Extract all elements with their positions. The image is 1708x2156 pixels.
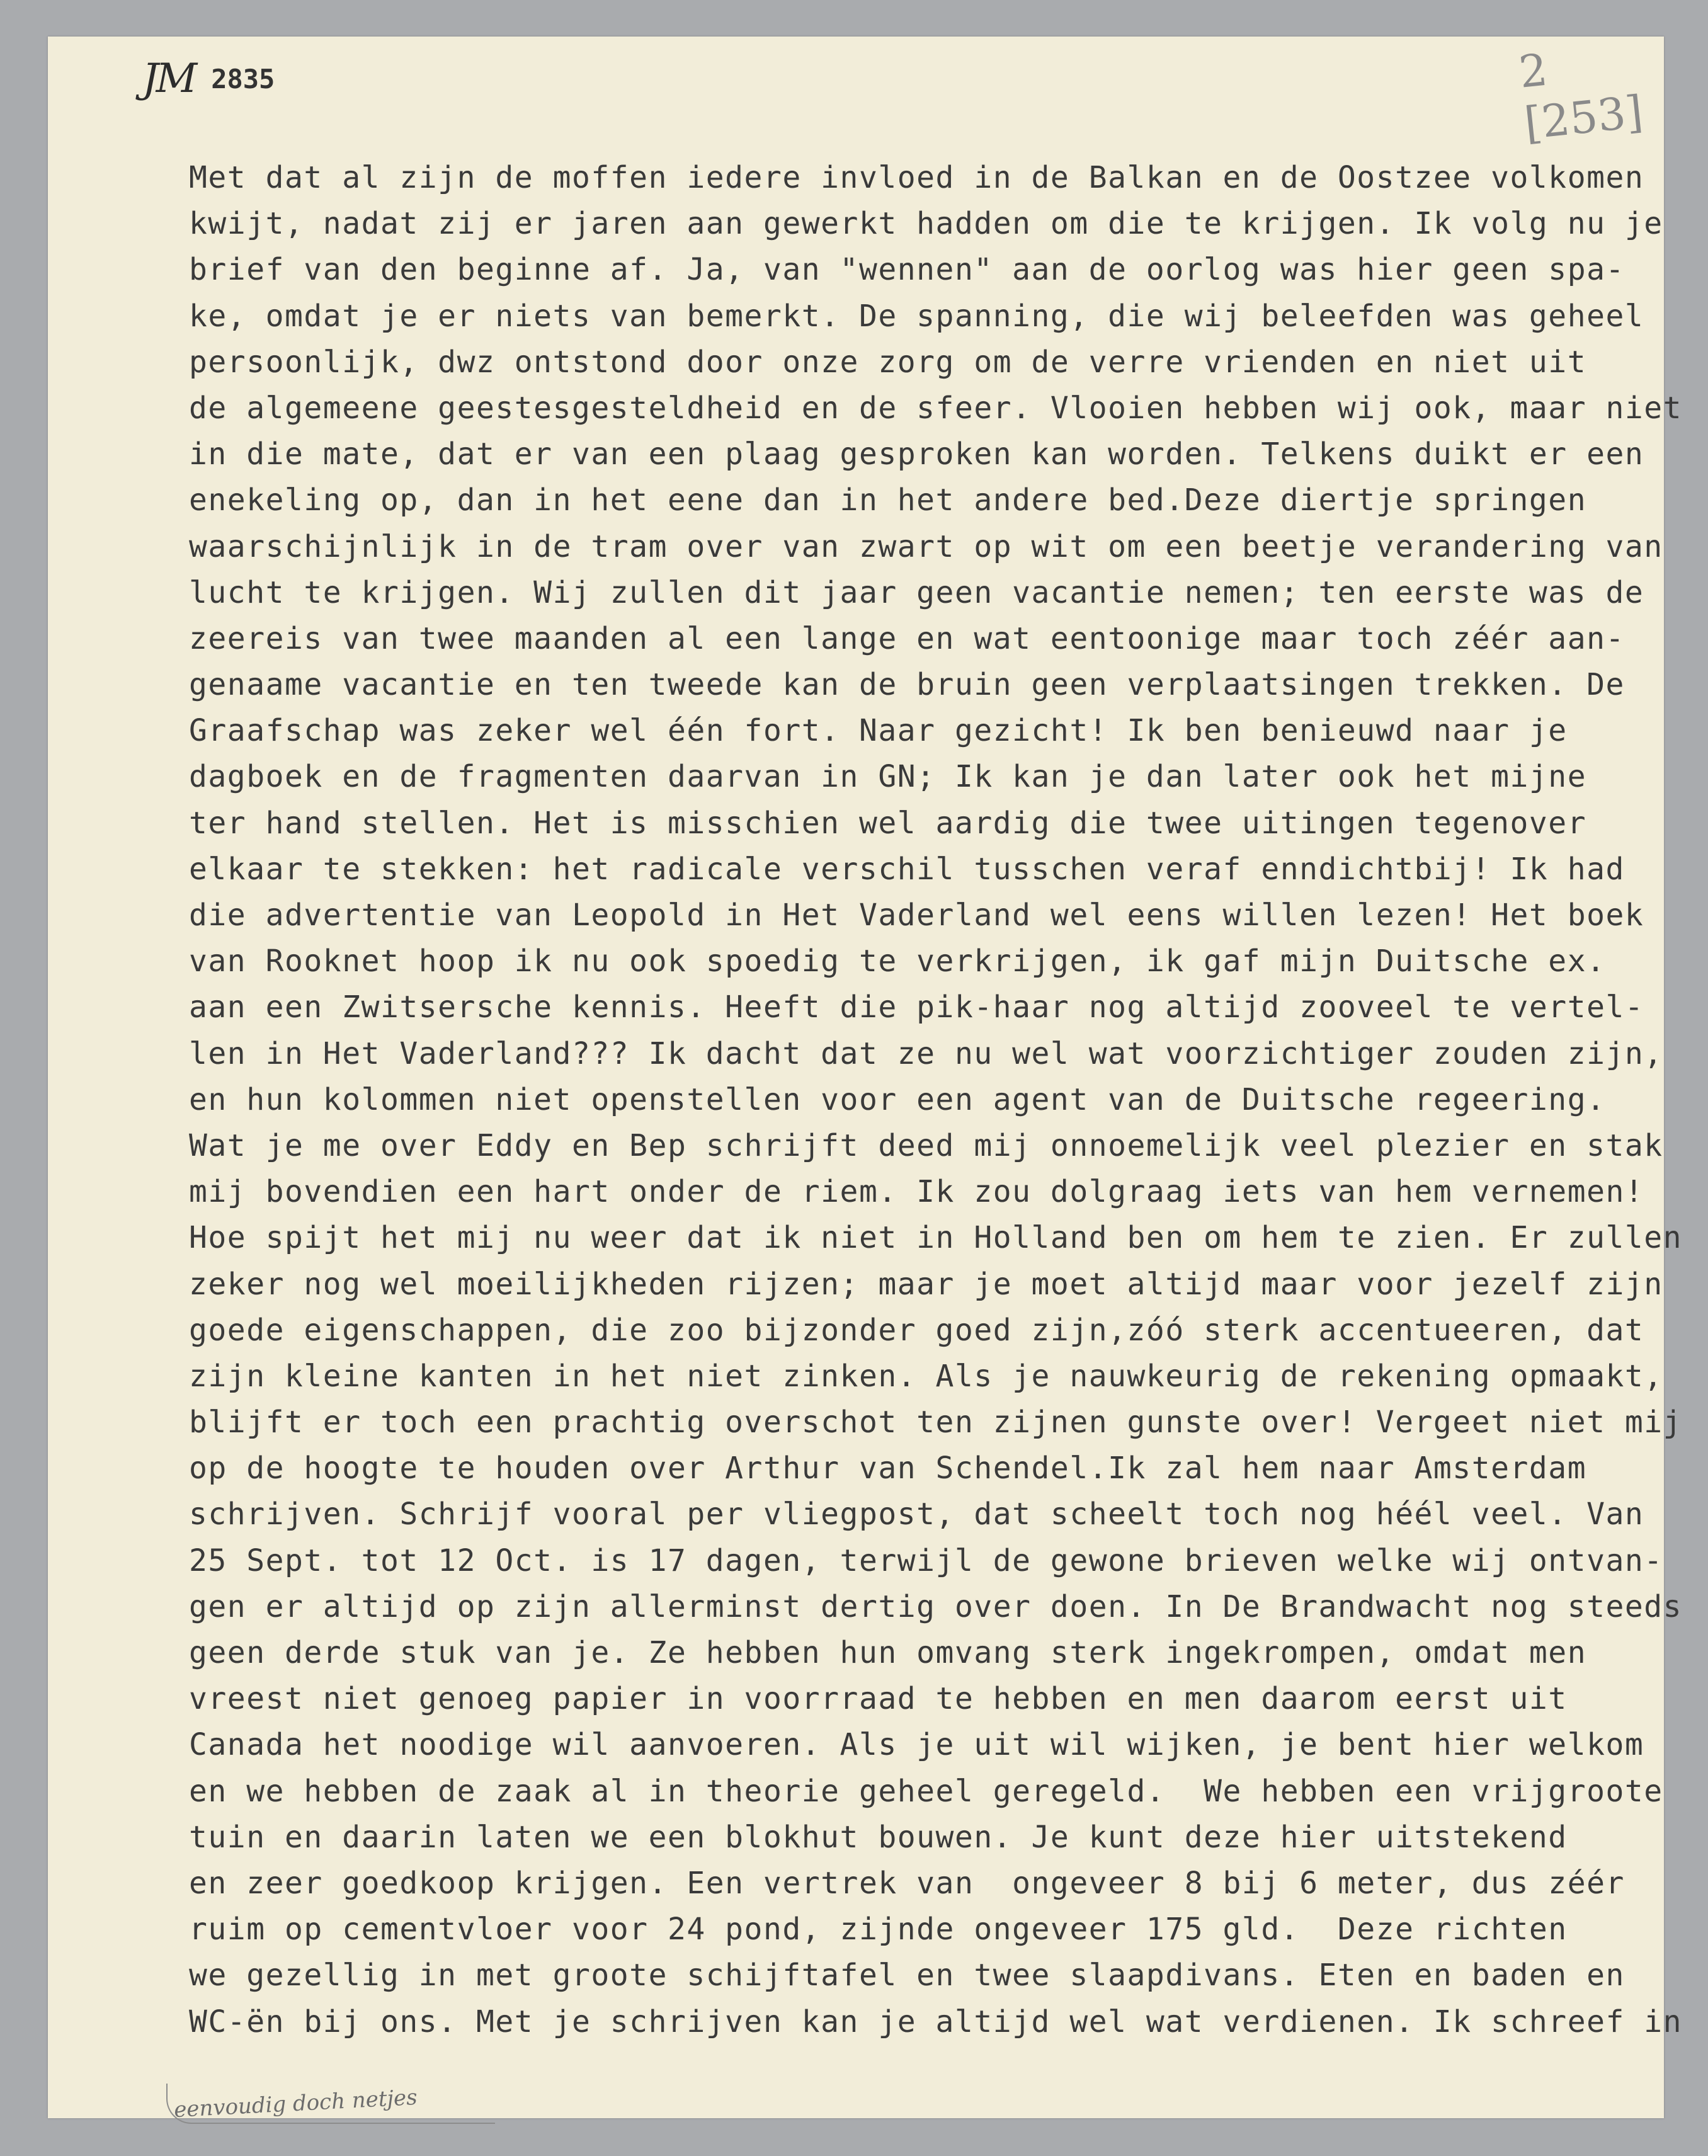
letter-line: zijn kleine kanten in het niet zinken. Als je nauwkeurig de rekening opmaakt, bbox=[189, 1358, 1663, 1394]
letter-line: geen derde stuk van je. Ze hebben hun omvang sterk ingekrompen, omdat men bbox=[189, 1635, 1587, 1670]
letter-line: Hoe spijt het mij nu weer dat ik niet in Holland ben om hem te zien. Er zullen bbox=[189, 1220, 1683, 1256]
letter-line: op de hoogte te houden over Arthur van Schendel.Ik zal hem naar Amsterdam bbox=[189, 1451, 1587, 1486]
letter-line: lucht te krijgen. Wij zullen dit jaar geen vacantie nemen; ten eerste was de bbox=[189, 574, 1644, 610]
letter-line: we gezellig in met groote schijftafel en twee slaapdivans. Eten en baden en bbox=[189, 1958, 1625, 1993]
letter-line: ke, omdat je er niets van bemerkt. De spanning, die wij beleefden was geheel bbox=[189, 298, 1644, 334]
letter-line: de algemeene geestesgesteldheid en de sfeer. Vlooien hebben wij ook, maar niet bbox=[189, 390, 1683, 426]
letter-line: Met dat al zijn de moffen iedere invloed in de Balkan en de Oostzee volkomen bbox=[189, 160, 1644, 195]
letter-line: schrijven. Schrijf vooral per vliegpost, dat scheelt toch nog héél veel. Van bbox=[189, 1497, 1644, 1532]
letter-line: zeker nog wel moeilijkheden rijzen; maar je moet altijd maar voor jezelf zijn bbox=[189, 1266, 1663, 1302]
archive-number: 2835 bbox=[211, 63, 275, 94]
letter-body bbox=[189, 155, 1683, 2045]
handwritten-note: eenvoudig doch netjes bbox=[173, 2084, 418, 2123]
letter-line: blijft er toch een prachtig overschot ten zijnen gunste over! Vergeet niet mij bbox=[189, 1405, 1683, 1440]
letter-line: in die mate, dat er van een plaag gesproken kan worden. Telkens duikt er een bbox=[189, 436, 1644, 472]
letter-line: 25 Sept. tot 12 Oct. is 17 dagen, terwijl de gewone brieven welke wij ontvan- bbox=[189, 1543, 1663, 1578]
letter-line: len in Het Vaderland??? Ik dacht dat ze nu wel wat voorzichtiger zouden zijn, bbox=[189, 1035, 1663, 1071]
letter-line: van Rooknet hoop ik nu ook spoedig te verkrijgen, ik gaf mijn Duitsche ex. bbox=[189, 944, 1606, 979]
page-number-mark: 2 [253] bbox=[1517, 43, 1646, 150]
letter-line: tuin en daarin laten we een blokhut bouwen. Je kunt deze hier uitstekend bbox=[189, 1819, 1568, 1855]
letter-line: en we hebben de zaak al in theorie geheel geregeld. We hebben een vrijgroote bbox=[189, 1773, 1663, 1809]
letter-line: genaame vacantie en ten tweede kan de bruin geen verplaatsingen trekken. De bbox=[189, 667, 1625, 703]
letter-line: aan een Zwitsersche kennis. Heeft die pik-haar nog altijd zooveel te vertel- bbox=[189, 990, 1644, 1025]
letter-line: WC-ën bij ons. Met je schrijven kan je altijd wel wat verdienen. Ik schreef in bbox=[189, 2004, 1683, 2039]
letter-line: gen er altijd op zijn allerminst dertig over doen. In De Brandwacht nog steeds bbox=[189, 1588, 1683, 1624]
letter-line: Canada het noodige wil aanvoeren. Als je uit wil wijken, je bent hier welkom bbox=[189, 1727, 1644, 1763]
letter-line: mij bovendien een hart onder de riem. Ik zou dolgraag iets van hem vernemen! bbox=[189, 1174, 1644, 1210]
letter-line: elkaar te stekken: het radicale verschil tusschen veraf enndichtbij! Ik had bbox=[189, 851, 1625, 887]
letter-line: Wat je me over Eddy en Bep schrijft deed mij onnoemelijk veel plezier en stak bbox=[189, 1127, 1663, 1163]
letter-line: Graafschap was zeker wel één fort. Naar gezicht! Ik ben benieuwd naar je bbox=[189, 713, 1568, 749]
letter-line: brief van den beginne af. Ja, van "wennen" aan de oorlog was hier geen spa- bbox=[189, 252, 1625, 288]
letter-line: ruim op cementvloer voor 24 pond, zijnde ongeveer 175 gld. Deze richten bbox=[189, 1912, 1568, 1948]
letter-line: enekeling op, dan in het eene dan in het andere bed.Deze diertje springen bbox=[189, 482, 1587, 518]
letter-line: waarschijnlijk in de tram over van zwart op wit om een beetje verandering van bbox=[189, 528, 1663, 564]
letter-line: en hun kolommen niet openstellen voor een agent van de Duitsche regeering. bbox=[189, 1081, 1606, 1117]
letter-line: die advertentie van Leopold in Het Vaderland wel eens willen lezen! Het boek bbox=[189, 898, 1644, 933]
letter-line: zeereis van twee maanden al een lange en wat eentoonige maar toch zéér aan- bbox=[189, 620, 1625, 656]
letter-line: ter hand stellen. Het is misschien wel aardig die twee uitingen tegenover bbox=[189, 805, 1587, 841]
letter-line: dagboek en de fragmenten daarvan in GN; Ik kan je dan later ook het mijne bbox=[189, 759, 1587, 795]
letter-line: goede eigenschappen, die zoo bijzonder goed zijn,zóó sterk accentueeren, dat bbox=[189, 1312, 1644, 1348]
archive-stamp bbox=[142, 55, 275, 102]
archive-logo: JM bbox=[142, 55, 195, 102]
letter-line: vreest niet genoeg papier in voorrraad te hebben en men daarom eerst uit bbox=[189, 1681, 1568, 1717]
letter-line: en zeer goedkoop krijgen. Een vertrek van ongeveer 8 bij 6 meter, dus zéér bbox=[189, 1865, 1625, 1901]
letter-line: persoonlijk, dwz ontstond door onze zorg om de verre vrienden en niet uit bbox=[189, 344, 1587, 380]
letter-line: kwijt, nadat zij er jaren aan gewerkt hadden om die te krijgen. Ik volg nu je bbox=[189, 206, 1663, 242]
